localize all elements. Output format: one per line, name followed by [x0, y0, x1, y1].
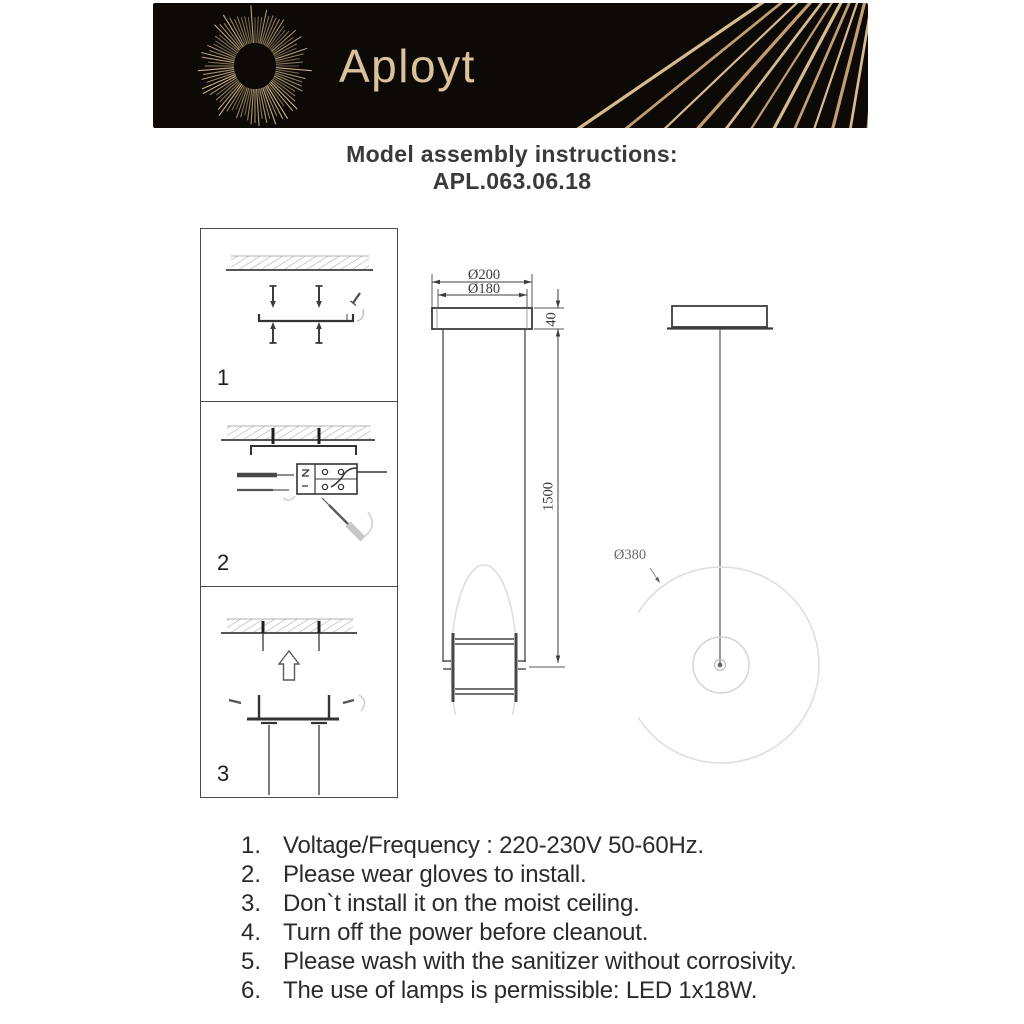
instruction-number: 4. — [241, 918, 262, 946]
rays-decoration-icon — [568, 3, 868, 128]
step-number: 3 — [217, 761, 230, 786]
instruction-item — [241, 918, 921, 947]
instruction-number: 1. — [241, 831, 262, 859]
instruction-item — [241, 976, 921, 1005]
dimension-canopy-outer: Ø200 — [467, 267, 501, 283]
step-number: 1 — [217, 365, 230, 390]
instructions-list — [201, 831, 921, 1005]
step-number: 2 — [217, 550, 230, 575]
starburst-logo-icon — [190, 3, 320, 128]
instruction-text: Voltage/Frequency : 220-230V 50-60Hz. — [283, 831, 704, 859]
instruction-text: The use of lamps is permissible: LED 1x18W. — [283, 976, 758, 1004]
instruction-number: 5. — [241, 947, 262, 975]
dimension-canopy-height: 40 — [543, 312, 560, 327]
dimension-disc-diameter: Ø380 — [613, 547, 647, 563]
step-3-drawing — [201, 587, 397, 797]
instruction-item — [241, 831, 921, 860]
assembly-steps-figure — [200, 228, 398, 798]
model-number: APL.063.06.18 — [432, 168, 592, 194]
brand-logo-text: Aployt — [339, 39, 476, 92]
instruction-item — [241, 947, 921, 976]
assembly-step-2 — [201, 401, 397, 586]
instruction-text: Turn off the power before cleanout. — [283, 918, 649, 946]
instruction-number: 6. — [241, 976, 262, 1004]
instruction-number: 3. — [241, 889, 262, 917]
instruction-text: Please wear gloves to install. — [283, 860, 587, 888]
brand-banner — [153, 3, 868, 128]
page-title: Model assembly instructions: — [346, 141, 678, 167]
dimension-canopy-inner: Ø180 — [467, 281, 501, 297]
step-1-drawing — [201, 229, 397, 401]
assembly-step-3 — [201, 586, 397, 797]
title-block — [0, 141, 1024, 195]
dimension-suspension-length: 1500 — [540, 482, 557, 511]
step-2-drawing — [201, 402, 397, 586]
instruction-text: Please wash with the sanitizer without corrosivity. — [283, 947, 797, 975]
instruction-text: Don`t install it on the moist ceiling. — [283, 889, 640, 917]
instruction-number: 2. — [241, 860, 262, 888]
assembly-step-1 — [201, 229, 397, 401]
instruction-item — [241, 860, 921, 889]
instruction-item — [241, 889, 921, 918]
front-view-drawing — [638, 290, 848, 770]
side-view-drawing — [415, 260, 610, 715]
